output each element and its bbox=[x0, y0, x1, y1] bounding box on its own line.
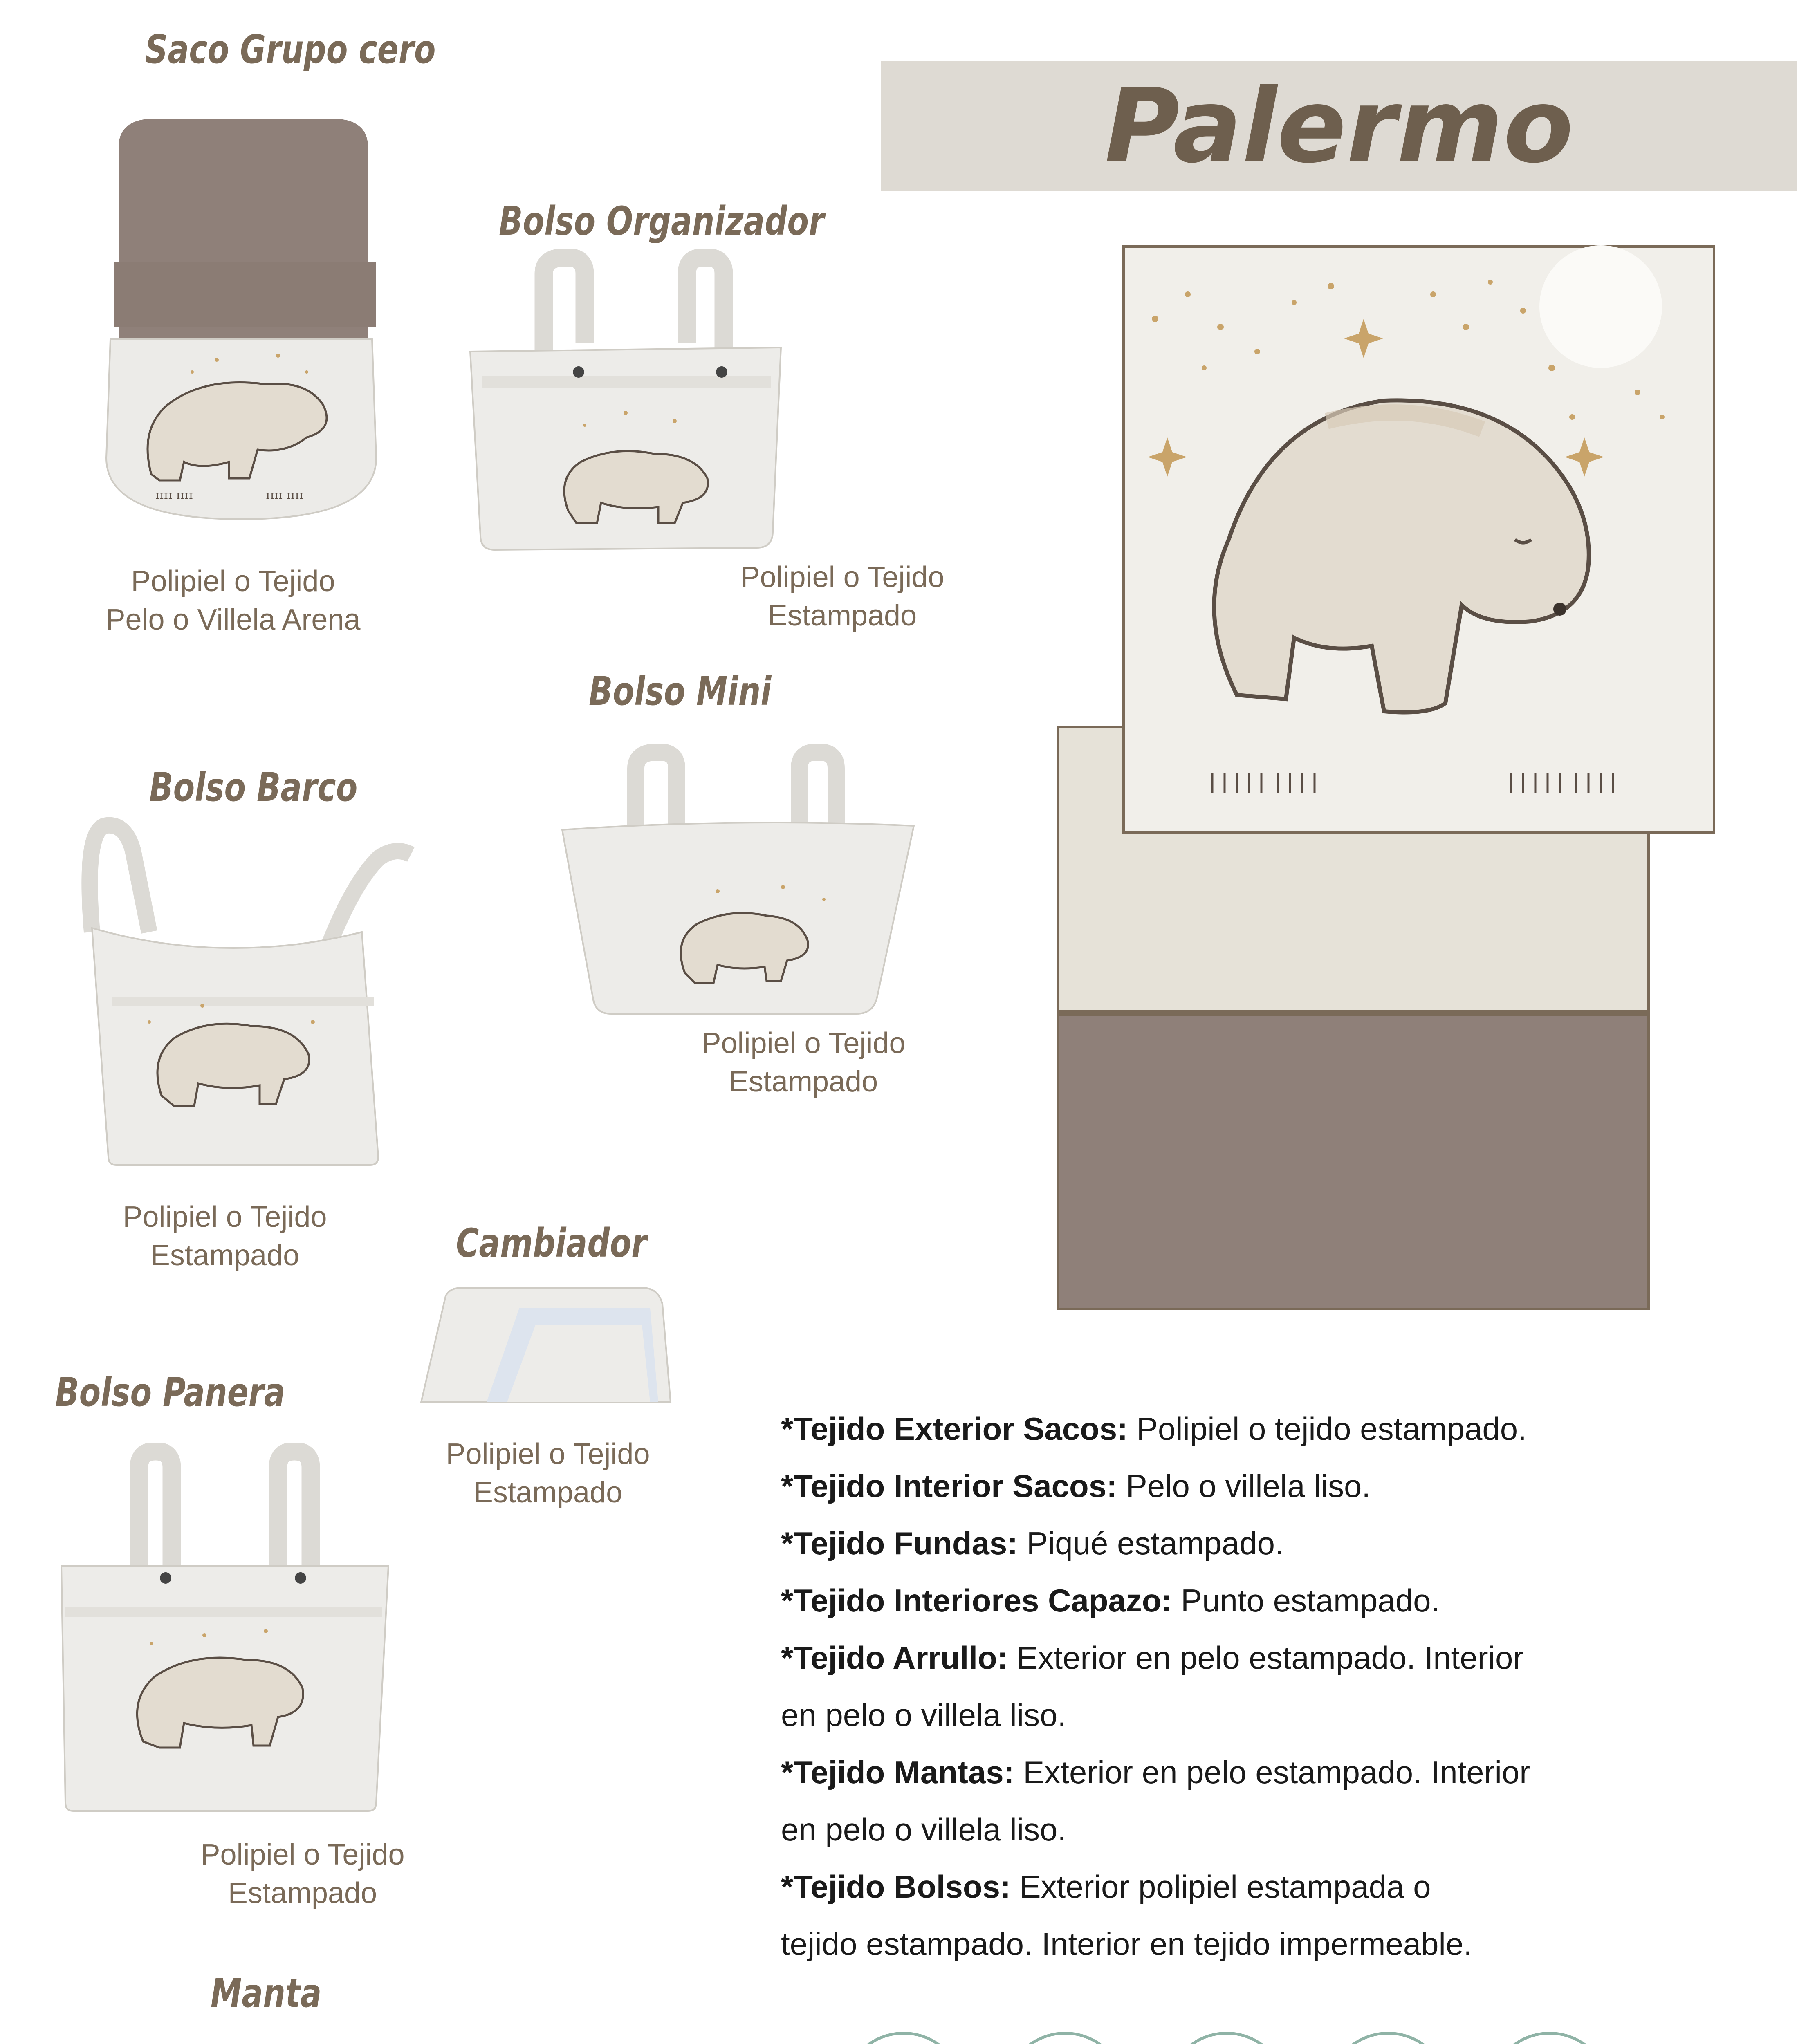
spec-line bbox=[781, 1629, 1701, 1686]
caption-line: Polipiel o Tejido bbox=[740, 561, 944, 594]
spec-line bbox=[781, 1457, 1701, 1515]
spec-line bbox=[781, 1858, 1701, 1915]
cruelty-free-icon bbox=[1008, 2036, 1122, 2044]
caption-line: Estampado bbox=[729, 1065, 878, 1098]
caption-line: Estampado bbox=[150, 1239, 300, 1272]
spec-text: Polipiel o tejido estampado. bbox=[1128, 1411, 1527, 1447]
spec-text: tejido estampado. Interior en tejido impermeable. bbox=[781, 1926, 1472, 1962]
spec-text: Exterior en pelo estampado. Interior bbox=[1014, 1754, 1530, 1790]
product-title-bolso-panera: Bolso Panera bbox=[55, 1369, 285, 1415]
gentle-on-skin-badge bbox=[1165, 2032, 1288, 2044]
caption-line: Polipiel o Tejido bbox=[446, 1438, 650, 1470]
caption-bolso-organizador bbox=[675, 558, 1010, 635]
spec-line bbox=[781, 1915, 1701, 1972]
spec-label: *Tejido Exterior Sacos: bbox=[781, 1411, 1128, 1447]
product-title-saco: Saco Grupo cero bbox=[145, 27, 436, 72]
bolso-barco-image bbox=[67, 809, 435, 1177]
spec-line bbox=[781, 1744, 1701, 1801]
spec-label: *Tejido Interior Sacos: bbox=[781, 1468, 1117, 1504]
fabric-specs bbox=[781, 1400, 1701, 1972]
spec-label: *Tejido Fundas: bbox=[781, 1525, 1018, 1561]
caption-bolso-mini bbox=[636, 1024, 971, 1101]
cruelty-free-badge bbox=[1004, 2032, 1126, 2044]
spec-line bbox=[781, 1400, 1701, 1457]
collection-title: Palermo bbox=[1104, 66, 1574, 186]
recycled-fabrics-icon bbox=[1331, 2036, 1445, 2044]
svg-text:ɪɪɪɪ ɪɪɪɪ: ɪɪɪɪ ɪɪɪɪ bbox=[155, 488, 193, 502]
spec-line bbox=[781, 1801, 1701, 1858]
footprint-carbon-icon bbox=[1492, 2036, 1607, 2044]
spec-line bbox=[781, 1515, 1701, 1572]
spec-text: Exterior en pelo estampado. Interior bbox=[1007, 1640, 1524, 1676]
caption-line: Polipiel o Tejido bbox=[701, 1027, 906, 1060]
spec-line bbox=[781, 1686, 1701, 1744]
product-title-bolso-barco: Bolso Barco bbox=[149, 764, 358, 810]
footprint-carbon-badge bbox=[1488, 2032, 1611, 2044]
caption-bolso-barco bbox=[57, 1198, 393, 1275]
saco-grupo-cero-image bbox=[94, 110, 388, 527]
eco-friendly-badge bbox=[842, 2032, 965, 2044]
caption-bolso-panera bbox=[135, 1836, 470, 1912]
spec-text: en pelo o villela liso. bbox=[781, 1811, 1067, 1847]
product-title-cambiador: Cambiador bbox=[456, 1220, 647, 1266]
svg-text:ɪɪɪɪ ɪɪɪɪ: ɪɪɪɪ ɪɪɪɪ bbox=[266, 488, 304, 502]
bolso-panera-image bbox=[49, 1443, 409, 1819]
cambiador-image bbox=[413, 1280, 675, 1414]
print-fabric-swatch bbox=[1122, 245, 1715, 834]
bolso-mini-image bbox=[554, 744, 922, 1022]
caption-line: Polipiel o Tejido bbox=[200, 1838, 405, 1871]
spec-text: Punto estampado. bbox=[1172, 1582, 1440, 1618]
recycled-fabrics-badge bbox=[1327, 2032, 1449, 2044]
caption-line: Polipiel o Tejido bbox=[123, 1201, 327, 1233]
caption-line: Estampado bbox=[228, 1877, 377, 1910]
caption-line: Estampado bbox=[473, 1476, 623, 1509]
caption-saco bbox=[65, 562, 401, 639]
spec-label: *Tejido Arrullo: bbox=[781, 1640, 1008, 1676]
spec-line bbox=[781, 1572, 1701, 1629]
gentle-on-skin-icon bbox=[1169, 2036, 1284, 2044]
spec-text: Piqué estampado. bbox=[1018, 1525, 1284, 1561]
spec-text: Exterior polipiel estampada o bbox=[1010, 1869, 1431, 1905]
caption-line: Estampado bbox=[767, 599, 917, 632]
spec-label: *Tejido Mantas: bbox=[781, 1754, 1014, 1790]
caption-line: Pelo o Villela Arena bbox=[105, 603, 361, 636]
product-title-bolso-organizador: Bolso Organizador bbox=[499, 198, 824, 244]
spec-label: *Tejido Interiores Capazo: bbox=[781, 1582, 1172, 1618]
taupe-fabric-swatch bbox=[1059, 1016, 1647, 1308]
spec-text: en pelo o villela liso. bbox=[781, 1697, 1067, 1733]
spec-label: *Tejido Bolsos: bbox=[781, 1869, 1011, 1905]
eco-friendly-icon bbox=[846, 2036, 961, 2044]
caption-cambiador bbox=[380, 1435, 716, 1512]
swatch-divider bbox=[1059, 1010, 1647, 1016]
bolso-organizador-image bbox=[462, 249, 797, 560]
product-title-manta: Manta bbox=[211, 1970, 322, 2016]
caption-line: Polipiel o Tejido bbox=[131, 565, 335, 598]
spec-text: Pelo o villela liso. bbox=[1117, 1468, 1371, 1504]
product-title-bolso-mini: Bolso Mini bbox=[589, 668, 772, 714]
